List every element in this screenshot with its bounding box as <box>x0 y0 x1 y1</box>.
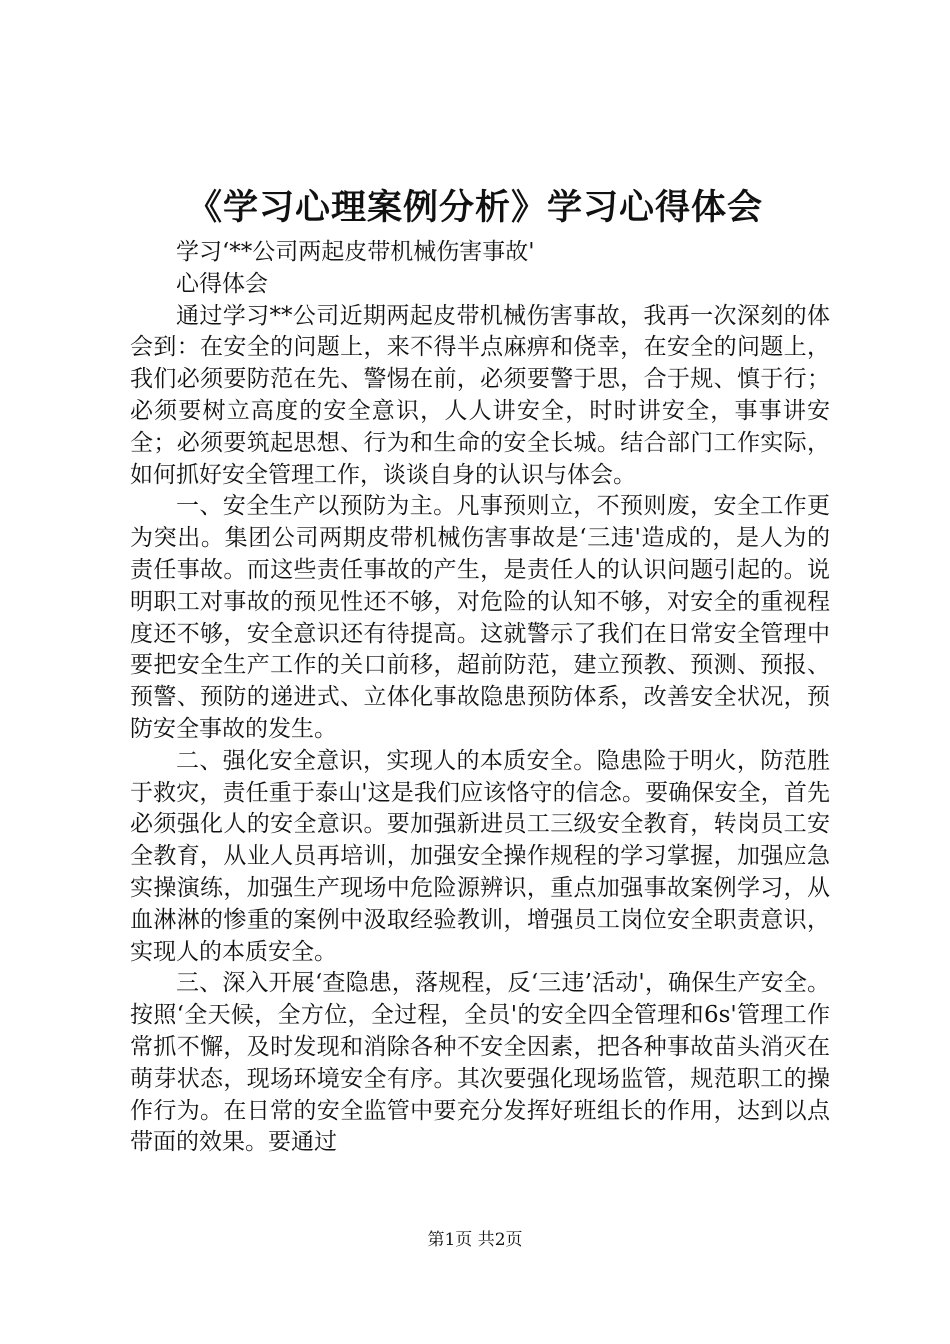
paragraph-section-2: 二、强化安全意识，实现人的本质安全。隐患险于明火，防范胜于救灾，责任重于泰山'这是我们应该恪守的信念。要确保安全，首先必须强化人的安全意识。要加强新进员工三级安全教育，转岗员工安全教育，从业人员再培训，加强安全操作规程的学习掌握，加强应急实操演练，加强生产现场中危险源辨识，重点加强事故案例学习，从血淋淋的惨重的案例中汲取经验教训，增强员工岗位安全职责意识，实现人的本质安全。 <box>130 747 830 965</box>
subtitle-line-1: 学习‘**公司两起皮带机械伤害事故' <box>176 239 535 265</box>
page-number-footer: 第1页 共2页 <box>427 1230 523 1250</box>
paragraph-section-1: 一、安全生产以预防为主。凡事预则立，不预则废，安全工作更为突出。集团公司两期皮带机械伤害事故是‘三违'造成的，是人为的责任事故。而这些责任事故的产生，是责任人的认识问题引起的。说明职工对事故的预见性还不够，对危险的认知不够，对安全的重视程度还不够，安全意识还有待提高。这就警示了我们在日常安全管理中要把安全生产工作的关口前移，超前防范，建立预教、预测、预报、预警、预防的递进式、立体化事故隐患预防体系，改善安全状况，预防安全事故的发生。 <box>130 493 830 742</box>
paragraph-intro: 通过学习**公司近期两起皮带机械伤害事故，我再一次深刻的体会到：在安全的问题上，来不得半点麻痹和侥幸，在安全的问题上，我们必须要防范在先、警惕在前，必须要警于思，合于规、慎于行；必须要树立高度的安全意识，人人讲安全，时时讲安全，事事讲安全；必须要筑起思想、行为和生命的安全长城。结合部门工作实际，如何抓好安全管理工作，谈谈自身的认识与体会。 <box>130 302 830 488</box>
document-title: 《学习心理案例分析》学习心得体会 <box>186 188 763 228</box>
document-body <box>130 237 830 1159</box>
paragraph-section-3: 三、深入开展‘查隐患，落规程，反‘三违’活动'，确保生产安全。按照‘全天候，全方位，全过程，全员'的安全四全管理和6s'管理工作常抓不懈，及时发现和消除各种不安全因素，把各种事故苗头消灭在萌芽状态，现场环境安全有序。其次要强化现场监管，规范职工的操作行为。在日常的安全监管中要充分发挥好班组长的作用，达到以点带面的效果。要通过 <box>130 970 830 1156</box>
subtitle-line-2: 心得体会 <box>176 270 268 297</box>
